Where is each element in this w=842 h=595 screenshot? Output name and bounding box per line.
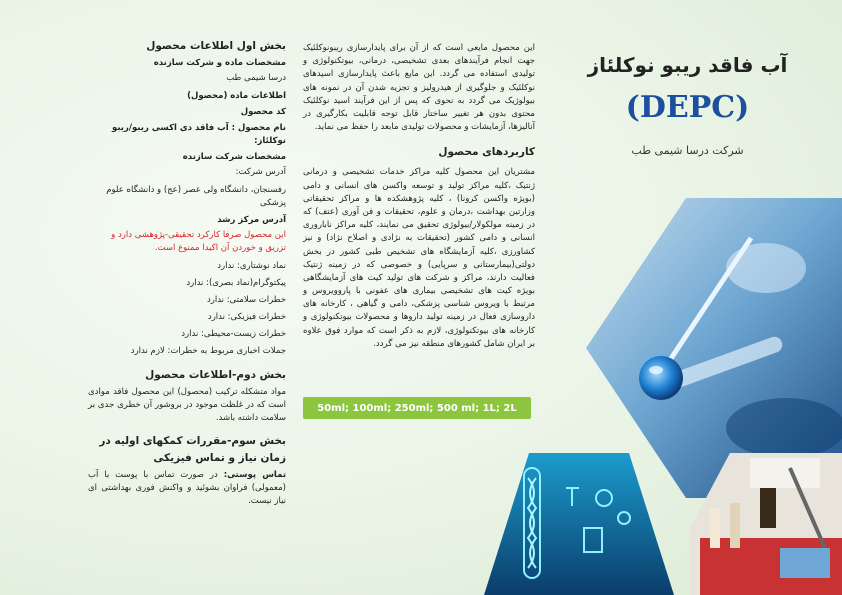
warning-text: این محصول صرفا کارکرد تحقیقی-پژوهشی دارد و تزریق و خوردن آن اکیدا ممنوع است. — [111, 230, 286, 254]
product-name: نام محصول : آب فاقد دی اکسی ریبو/ریبو نوکلئاز: — [111, 122, 286, 147]
lab-photo-image — [690, 448, 842, 595]
hazard-line: خطرات زیست-محیطی: ندارد — [181, 329, 286, 340]
product-info-title: اطلاعات ماده (محصول) — [187, 90, 286, 101]
hazard-line: جملات اخباری مربوط به خطرات: لازم ندارد — [130, 346, 286, 357]
product-title: آب فاقد ریبو نوکلئاز — [587, 53, 788, 77]
maker-name: درسا شیمی طب — [226, 73, 286, 84]
left-column — [88, 30, 286, 512]
right-column — [560, 40, 815, 159]
hazard-line: نماد نوشتاری: ندارد — [217, 260, 286, 271]
hazard-line: خطرات سلامتی: ندارد — [206, 294, 286, 305]
skin-label: تماس پوستی: — [223, 469, 287, 480]
section1-title: بخش اول اطلاعات محصول — [146, 40, 286, 52]
company-name: شرکت درسا شیمی طب — [631, 143, 744, 157]
middle-column — [303, 40, 535, 355]
code-label: کد محصول — [240, 106, 286, 117]
hazard-line: پیکتوگرام(نماد بصری): ندارد — [186, 277, 286, 288]
maker-info-title: مشخصات ماده و شرکت سازنده — [153, 58, 286, 69]
applications-text: مشتریان این محصول کلیه مراکز خدمات تشخیصی و درمانی ژنتیک ،کلیه مراکز تولید و توسعه واکسن های انسانی و دامی (بویژه واکسن کرونا) ، کلیه پژوهشکده ها و مراکز تحقیقاتی وزارتین بهداشت ،درمان و علوم، تحقیقات و فن آوری (عتف) که در زمینه مولکولار/بیولوژی تحقیق می نمایند، کلیه مراکز ناباروری انسانی و دامی کشور (تحقیقات به نژادی و اصلاح نژاد) و نیز کشاورزی ،کلیه آزمایشگاه های تشخیص طبی کشور در بخش دولتی(بیمارستانی و سرپایی) و خصوصی که در زمینه ژنتیک فعالیت دارند، مراکز و شرکت های تولید کیت های آزمایشگاهی بویژه کیت های تشخیصی بیماری های عفونی با پاروویروس و مرتبط با ویروس شناسی پزشکی، دامی و گیاهی ، کارخانه های داروسازی فعال در زمینه تولید داروها و محصولات بیوتکنولوژی و کارخانه های بیوتکنولوژی، لازم به ذکر است که موارد فوق علاوه بر ایران شامل کشورهای منطقه نیز می گردد. — [303, 167, 535, 349]
section3-title: بخش سوم-مقررات کمکهای اولیه در زمان نیاز و تماس فیزیکی — [99, 435, 286, 464]
hazard-line: خطرات فیزیکی: ندارد — [207, 312, 286, 323]
dna-tube-image — [484, 448, 674, 595]
section2-text: مواد متشکله ترکیب (محصول) این محصول فاقد موادی است که در غلظت موجود در بروشور آن خطری جدی بر سلامت داشته باشد. — [88, 386, 286, 424]
growth-address-label: آدرس مرکز رشد — [217, 214, 286, 225]
company-info-title: مشخصات شرکت سازنده — [182, 152, 286, 163]
skin-contact — [88, 469, 286, 509]
product-title-latin: (DEPC) — [625, 90, 750, 125]
skin-text: در صورت تماس با پوست با آب (معمولی) فراوان بشوئید و واکنش فوری بهداشتی ای نیاز نیست. — [88, 469, 286, 507]
address-label: آدرس شرکت: — [235, 167, 286, 178]
applications-title: کاربردهای محصول — [438, 146, 535, 159]
address-value: رفسنجان، دانشگاه ولی عصر (عج) و دانشگاه علوم پزشکی — [106, 184, 286, 208]
intro-text: این محصول مایعی است که از آن برای پایدارسازی ریبونوکلئیک جهت انجام فرآیندهای بعدی تشخیصی، درمانی، بیوتکنولوژی و تولیدی استفاده می گردد. این مایع باعث پایدارسازی اسیدهای نوکلئیک و جلوگیری از هیدرولیز و تجزیه شدن آن در نمونه های بیولوژیک می گردد به نحوی که پس از این فرآیند اسید نوکلئیک محتوی بدون هر تغییر ساختار قابل توجه قابلیت بکارگیری در آنالیزها، آزمایشات و محصولات تولیدی مابعد را حفظ می نماید. — [303, 43, 535, 133]
section2-title: بخش دوم-اطلاعات محصول — [145, 368, 286, 381]
sizes-banner: 50ml; 100ml; 250ml; 500 ml; 1L; 2L — [303, 397, 531, 419]
